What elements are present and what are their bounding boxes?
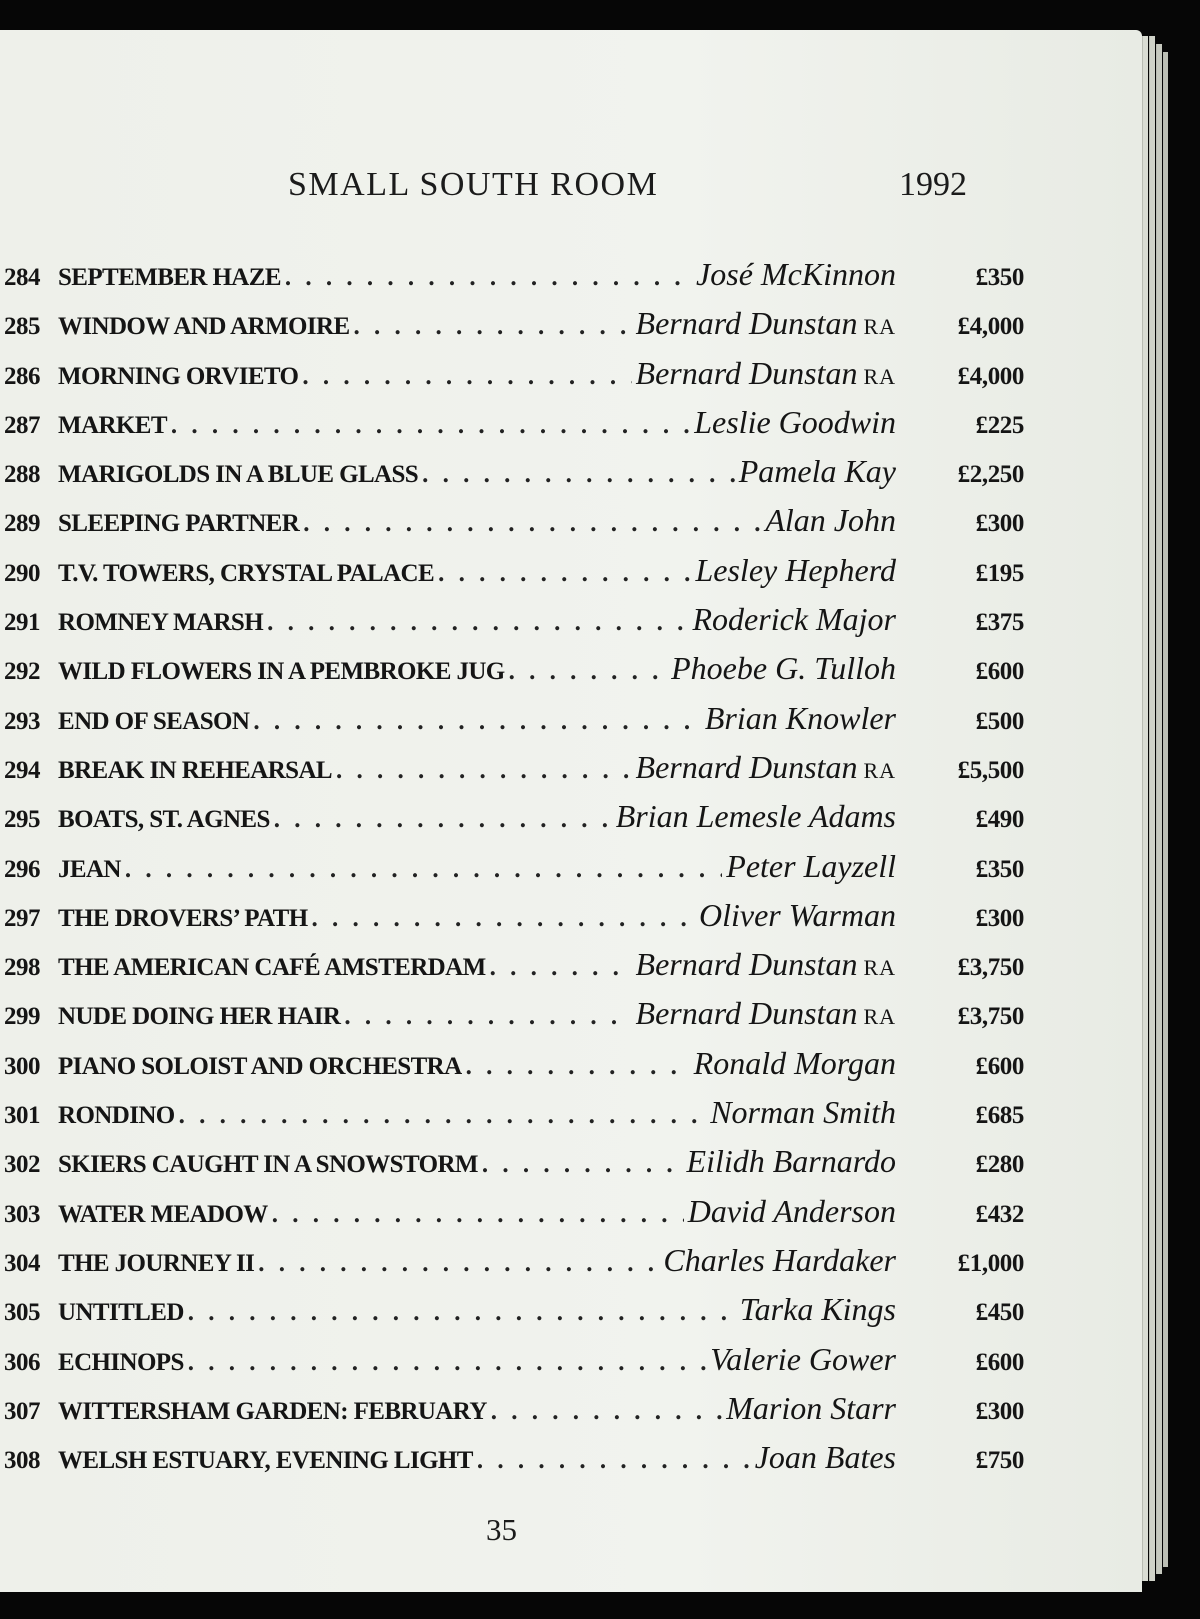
artist-name: Ronald Morgan bbox=[693, 1044, 896, 1081]
entry-number: 305 bbox=[4, 1299, 40, 1327]
dot-leader bbox=[312, 905, 695, 933]
dot-leader bbox=[125, 856, 722, 884]
artist-name: José McKinnon bbox=[696, 256, 896, 292]
artwork-title: SKIERS CAUGHT IN A SNOWSTORM bbox=[58, 1151, 478, 1179]
artist-name: Brian Lemesle Adams bbox=[615, 798, 896, 835]
artist-suffix: RA bbox=[863, 314, 896, 340]
artist-name: Brian Knowler bbox=[704, 699, 896, 736]
dot-leader bbox=[274, 806, 612, 834]
dot-leader bbox=[477, 1447, 751, 1475]
entry-number: 292 bbox=[4, 658, 40, 686]
entry-number: 295 bbox=[4, 806, 40, 834]
entry-number: 301 bbox=[4, 1102, 40, 1130]
artwork-title: ECHINOPS bbox=[58, 1348, 184, 1376]
artwork-price: £300 bbox=[975, 1397, 1024, 1425]
entry-number: 284 bbox=[4, 264, 40, 291]
artwork-title: PIANO SOLOIST AND ORCHESTRA bbox=[58, 1052, 462, 1080]
artist-name: Bernard Dunstan bbox=[635, 946, 858, 983]
artwork-title: BREAK IN REHEARSAL bbox=[58, 756, 332, 784]
artist-name-group bbox=[636, 749, 896, 786]
artist-name-group bbox=[695, 552, 896, 589]
artist-name-group bbox=[636, 305, 896, 342]
dot-leader bbox=[258, 1250, 659, 1278]
artist-name: David Anderson bbox=[687, 1192, 896, 1229]
artist-name-group bbox=[636, 946, 896, 983]
entry-number: 297 bbox=[4, 904, 40, 932]
artwork-price: £500 bbox=[975, 707, 1024, 735]
artist-name: Lesley Hepherd bbox=[695, 551, 896, 588]
artist-suffix: RA bbox=[863, 363, 896, 389]
page-edge bbox=[1163, 52, 1168, 1567]
artist-name-group bbox=[726, 1390, 896, 1427]
dot-leader bbox=[438, 560, 691, 588]
artist-name: Oliver Warman bbox=[698, 896, 896, 933]
dot-leader bbox=[303, 510, 761, 538]
entry-number: 308 bbox=[4, 1447, 40, 1475]
artist-name-group bbox=[710, 1341, 896, 1378]
artwork-title: WATER MEADOW bbox=[58, 1200, 268, 1228]
catalogue-entry bbox=[4, 305, 1024, 354]
catalogue-entries bbox=[4, 256, 1024, 1488]
artwork-title: SLEEPING PARTNER bbox=[58, 510, 300, 538]
artwork-price: £750 bbox=[975, 1447, 1024, 1475]
artwork-title: THE JOURNEY II bbox=[58, 1249, 255, 1277]
artist-name-group bbox=[663, 1242, 896, 1279]
artwork-title: RONDINO bbox=[58, 1102, 175, 1130]
artwork-price: £685 bbox=[975, 1102, 1024, 1130]
artist-name-group bbox=[740, 1291, 896, 1328]
dot-leader bbox=[490, 954, 632, 982]
artwork-price: £450 bbox=[975, 1299, 1024, 1327]
artwork-price: £300 bbox=[975, 904, 1024, 932]
catalogue-entry bbox=[4, 1143, 1024, 1192]
artist-name: Marion Starr bbox=[726, 1389, 896, 1426]
artist-name-group bbox=[671, 650, 896, 687]
artist-name: Joan Bates bbox=[754, 1439, 896, 1476]
artist-name-group bbox=[693, 601, 897, 638]
artist-name-group bbox=[739, 453, 896, 490]
artist-name-group bbox=[636, 355, 896, 392]
catalogue-page bbox=[0, 30, 1142, 1592]
artist-name-group bbox=[699, 897, 896, 934]
artist-name: Bernard Dunstan bbox=[635, 305, 858, 342]
artwork-title: WILD FLOWERS IN A PEMBROKE JUG bbox=[58, 658, 505, 686]
entry-number: 298 bbox=[4, 954, 40, 982]
dot-leader bbox=[466, 1053, 690, 1081]
artwork-price: £1,000 bbox=[957, 1249, 1024, 1277]
artist-name: Alan John bbox=[765, 502, 896, 539]
artist-suffix: RA bbox=[863, 1004, 896, 1030]
entry-number: 302 bbox=[4, 1151, 40, 1179]
entry-number: 294 bbox=[4, 756, 40, 784]
dot-leader bbox=[267, 609, 688, 637]
entry-number: 293 bbox=[4, 707, 40, 735]
entry-number: 304 bbox=[4, 1249, 40, 1277]
artist-name: Bernard Dunstan bbox=[635, 995, 858, 1032]
catalogue-entry bbox=[4, 1193, 1024, 1242]
artwork-price: £280 bbox=[975, 1151, 1024, 1179]
catalogue-entry bbox=[4, 1094, 1024, 1143]
artist-name: Norman Smith bbox=[710, 1094, 896, 1131]
artwork-price: £432 bbox=[975, 1200, 1024, 1228]
catalogue-entry bbox=[4, 552, 1024, 601]
artwork-price: £350 bbox=[975, 855, 1024, 883]
dot-leader bbox=[179, 1102, 707, 1130]
catalogue-entry bbox=[4, 1291, 1024, 1340]
artist-name-group bbox=[765, 502, 896, 539]
page-number: 35 bbox=[486, 1512, 517, 1547]
entry-number: 287 bbox=[4, 411, 40, 439]
catalogue-entry bbox=[4, 1439, 1024, 1488]
artwork-title: ROMNEY MARSH bbox=[58, 609, 264, 637]
artist-name-group bbox=[696, 256, 896, 293]
entry-number: 299 bbox=[4, 1003, 40, 1031]
dot-leader bbox=[482, 1151, 683, 1179]
entry-number: 286 bbox=[4, 362, 40, 390]
artist-name: Charles Hardaker bbox=[663, 1241, 896, 1278]
artist-name: Roderick Major bbox=[692, 601, 896, 638]
artist-name: Phoebe G. Tulloh bbox=[671, 650, 896, 687]
catalogue-entry bbox=[4, 453, 1024, 502]
catalogue-entry bbox=[4, 1045, 1024, 1094]
page-edge bbox=[1156, 44, 1162, 1574]
artwork-title: THE AMERICAN CAFÉ AMSTERDAM bbox=[58, 954, 486, 982]
artwork-title: MARKET bbox=[58, 411, 167, 439]
catalogue-entry bbox=[4, 749, 1024, 798]
entry-number: 290 bbox=[4, 559, 40, 587]
dot-leader bbox=[344, 1003, 631, 1031]
catalogue-entry bbox=[4, 404, 1024, 453]
artist-name: Peter Layzell bbox=[726, 847, 896, 884]
dot-leader bbox=[188, 1299, 736, 1327]
entry-number: 288 bbox=[4, 461, 40, 489]
artwork-title: NUDE DOING HER HAIR bbox=[58, 1003, 341, 1031]
catalogue-entry bbox=[4, 601, 1024, 650]
dot-leader bbox=[285, 264, 692, 292]
artist-suffix: RA bbox=[863, 757, 896, 783]
artwork-price: £4,000 bbox=[957, 313, 1024, 341]
artwork-title: BOATS, ST. AGNES bbox=[58, 806, 270, 834]
artwork-price: £3,750 bbox=[957, 1003, 1024, 1031]
catalogue-entry bbox=[4, 650, 1024, 699]
entry-number: 306 bbox=[4, 1348, 40, 1376]
artwork-price: £2,250 bbox=[957, 461, 1024, 489]
artwork-title: WELSH ESTUARY, EVENING LIGHT bbox=[58, 1447, 473, 1475]
catalogue-entry bbox=[4, 897, 1024, 946]
dot-leader bbox=[509, 658, 667, 686]
artist-name-group bbox=[755, 1439, 896, 1476]
artwork-price: £490 bbox=[975, 806, 1024, 834]
artist-name-group bbox=[616, 798, 896, 835]
artwork-price: £3,750 bbox=[957, 954, 1024, 982]
artist-name-group bbox=[636, 995, 896, 1032]
artwork-title: WINDOW AND ARMOIRE bbox=[58, 313, 350, 341]
catalogue-entry bbox=[4, 502, 1024, 551]
artist-suffix: RA bbox=[863, 955, 896, 981]
catalogue-entry bbox=[4, 848, 1024, 897]
artist-name: Leslie Goodwin bbox=[694, 403, 896, 440]
artist-name-group bbox=[694, 404, 896, 441]
artwork-price: £5,500 bbox=[957, 756, 1024, 784]
artwork-price: £300 bbox=[975, 510, 1024, 538]
artwork-title: END OF SEASON bbox=[58, 707, 250, 735]
artist-name-group bbox=[694, 1045, 896, 1082]
dot-leader bbox=[336, 757, 632, 785]
artist-name-group bbox=[710, 1094, 896, 1131]
artwork-title: THE DROVERS’ PATH bbox=[58, 904, 308, 932]
page-edge bbox=[1142, 36, 1148, 1581]
catalogue-year: 1992 bbox=[899, 166, 967, 203]
catalogue-entry bbox=[4, 1390, 1024, 1439]
artwork-price: £375 bbox=[975, 609, 1024, 637]
artist-name: Valerie Gower bbox=[710, 1340, 896, 1377]
artwork-price: £600 bbox=[975, 658, 1024, 686]
artwork-title: JEAN bbox=[58, 855, 121, 883]
entry-number: 300 bbox=[4, 1052, 40, 1080]
artist-name-group bbox=[705, 700, 896, 737]
artist-name-group bbox=[726, 848, 896, 885]
artwork-title: T.V. TOWERS, CRYSTAL PALACE bbox=[58, 559, 435, 587]
artwork-price: £600 bbox=[975, 1348, 1024, 1376]
room-title: SMALL SOUTH ROOM bbox=[288, 166, 659, 203]
artwork-price: £350 bbox=[975, 264, 1024, 291]
artwork-title: WITTERSHAM GARDEN: FEBRUARY bbox=[58, 1397, 487, 1425]
entry-number: 289 bbox=[4, 510, 40, 538]
artist-name: Tarka Kings bbox=[739, 1291, 896, 1328]
catalogue-entry bbox=[4, 798, 1024, 847]
artwork-price: £600 bbox=[975, 1052, 1024, 1080]
catalogue-entry bbox=[4, 700, 1024, 749]
entry-number: 291 bbox=[4, 609, 40, 637]
page-edge bbox=[1149, 36, 1155, 1581]
entry-number: 303 bbox=[4, 1200, 40, 1228]
entry-number: 307 bbox=[4, 1397, 40, 1425]
dot-leader bbox=[491, 1398, 722, 1426]
artwork-title: UNTITLED bbox=[58, 1299, 184, 1327]
catalogue-entry bbox=[4, 1341, 1024, 1390]
dot-leader bbox=[188, 1349, 706, 1377]
artwork-title: MARIGOLDS IN A BLUE GLASS bbox=[58, 461, 419, 489]
catalogue-entry bbox=[4, 995, 1024, 1044]
catalogue-entry bbox=[4, 946, 1024, 995]
artwork-price: £195 bbox=[975, 559, 1024, 587]
artwork-price: £225 bbox=[975, 411, 1024, 439]
artist-name-group bbox=[688, 1193, 896, 1230]
artwork-title: MORNING ORVIETO bbox=[58, 362, 299, 390]
artist-name: Bernard Dunstan bbox=[635, 354, 858, 391]
dot-leader bbox=[302, 363, 631, 391]
artist-name-group bbox=[687, 1143, 896, 1180]
entry-number: 285 bbox=[4, 313, 40, 341]
dot-leader bbox=[171, 412, 690, 440]
entry-number: 296 bbox=[4, 855, 40, 883]
artist-name: Eilidh Barnardo bbox=[686, 1143, 896, 1180]
artist-name: Bernard Dunstan bbox=[635, 748, 858, 785]
artist-name: Pamela Kay bbox=[738, 453, 896, 490]
dot-leader bbox=[253, 708, 701, 736]
catalogue-entry bbox=[4, 1242, 1024, 1291]
dot-leader bbox=[422, 461, 735, 489]
dot-leader bbox=[354, 313, 632, 341]
artwork-price: £4,000 bbox=[957, 362, 1024, 390]
catalogue-entry bbox=[4, 355, 1024, 404]
catalogue-entry bbox=[4, 256, 1024, 305]
artwork-title: SEPTEMBER HAZE bbox=[58, 264, 281, 291]
dot-leader bbox=[272, 1201, 684, 1229]
